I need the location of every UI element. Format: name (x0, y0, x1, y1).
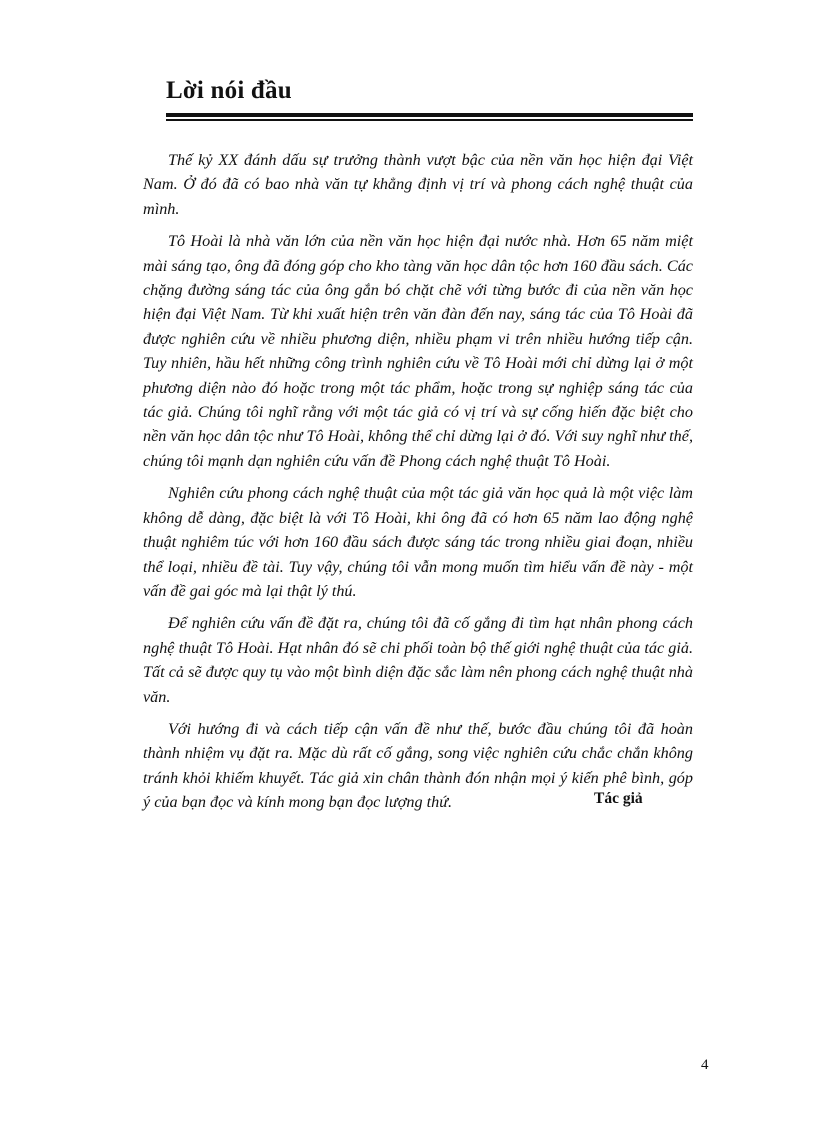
paragraph-1: Thế kỷ XX đánh dấu sự trưởng thành vượt bậc của nền văn học hiện đại Việt Nam. Ở đó đã có bao nhà văn tự khẳng định vị trí và phong cách nghệ thuật của mình. (143, 151, 693, 218)
author-signature: Tác giả (594, 790, 643, 807)
title-underline-thin (166, 119, 693, 121)
paragraph-2: Tô Hoài là nhà văn lớn của nền văn học hiện đại nước nhà. Hơn 65 năm miệt mài sáng tạo, ông đã đóng góp cho kho tàng văn học dân tộc hơn 160 đầu sách. Các chặng đường sáng tác của ông gắn bó chặt chẽ với từng bước đi của nền văn học hiện đại Việt Nam. Từ khi xuất hiện trên văn đàn đến nay, sáng tác của Tô Hoài đã được nghiên cứu về nhiều phương diện, nhiều phạm vi trên nhiều hướng tiếp cận. Tuy nhiên, hầu hết những công trình nghiên cứu về Tô Hoài mới chỉ dừng lại ở một phương diện nào đó hoặc trong một tác phẩm, hoặc trong sự nghiệp sáng tác của tác giả. Chúng tôi nghĩ rằng với một tác giả có vị trí và sự cống hiến đặc biệt cho nền văn học dân tộc như Tô Hoài, không thể chỉ dừng lại ở đó. Với suy nghĩ như thế, chúng tôi mạnh dạn nghiên cứu vấn đề Phong cách nghệ thuật Tô Hoài. (143, 232, 694, 470)
body-text (143, 148, 693, 823)
page-number: 4 (701, 1057, 709, 1073)
paragraph-5: Với hướng đi và cách tiếp cận vấn đề như thế, bước đầu chúng tôi đã hoàn thành nhiệm vụ đặt ra. Mặc dù rất cố gắng, song việc nghiên cứu chắc chắn không tránh khỏi khiếm khuyết. Tác giả xin chân thành đón nhận mọi ý kiến phê bình, góp ý của bạn đọc và kính mong bạn đọc lượng thứ. (143, 719, 693, 812)
paragraph-4: Để nghiên cứu vấn đề đặt ra, chúng tôi đã cố gắng đi tìm hạt nhân phong cách nghệ thuật Tô Hoài. Hạt nhân đó sẽ chi phối toàn bộ thế giới nghệ thuật của tác giả. Tất cả sẽ được quy tụ vào một bình diện đặc sắc làm nên phong cách nghệ thuật nhà văn. (143, 614, 693, 706)
title-underline-thick (166, 113, 693, 117)
page-title: Lời nói đầu (166, 77, 292, 104)
paragraph-3: Nghiên cứu phong cách nghệ thuật của một tác giả văn học quả là một việc làm không dễ dàng, đặc biệt là với Tô Hoài, khi ông đã có hơn 65 năm lao động nghệ thuật nghiêm túc với hơn 160 đầu sách được sáng tác trong nhiều giai đoạn, nhiều thể loại, nhiều đề tài. Tuy vậy, chúng tôi vẫn mong muốn tìm hiểu vấn đề này - một vấn đề gai góc mà lại thật lý thú. (143, 484, 693, 600)
